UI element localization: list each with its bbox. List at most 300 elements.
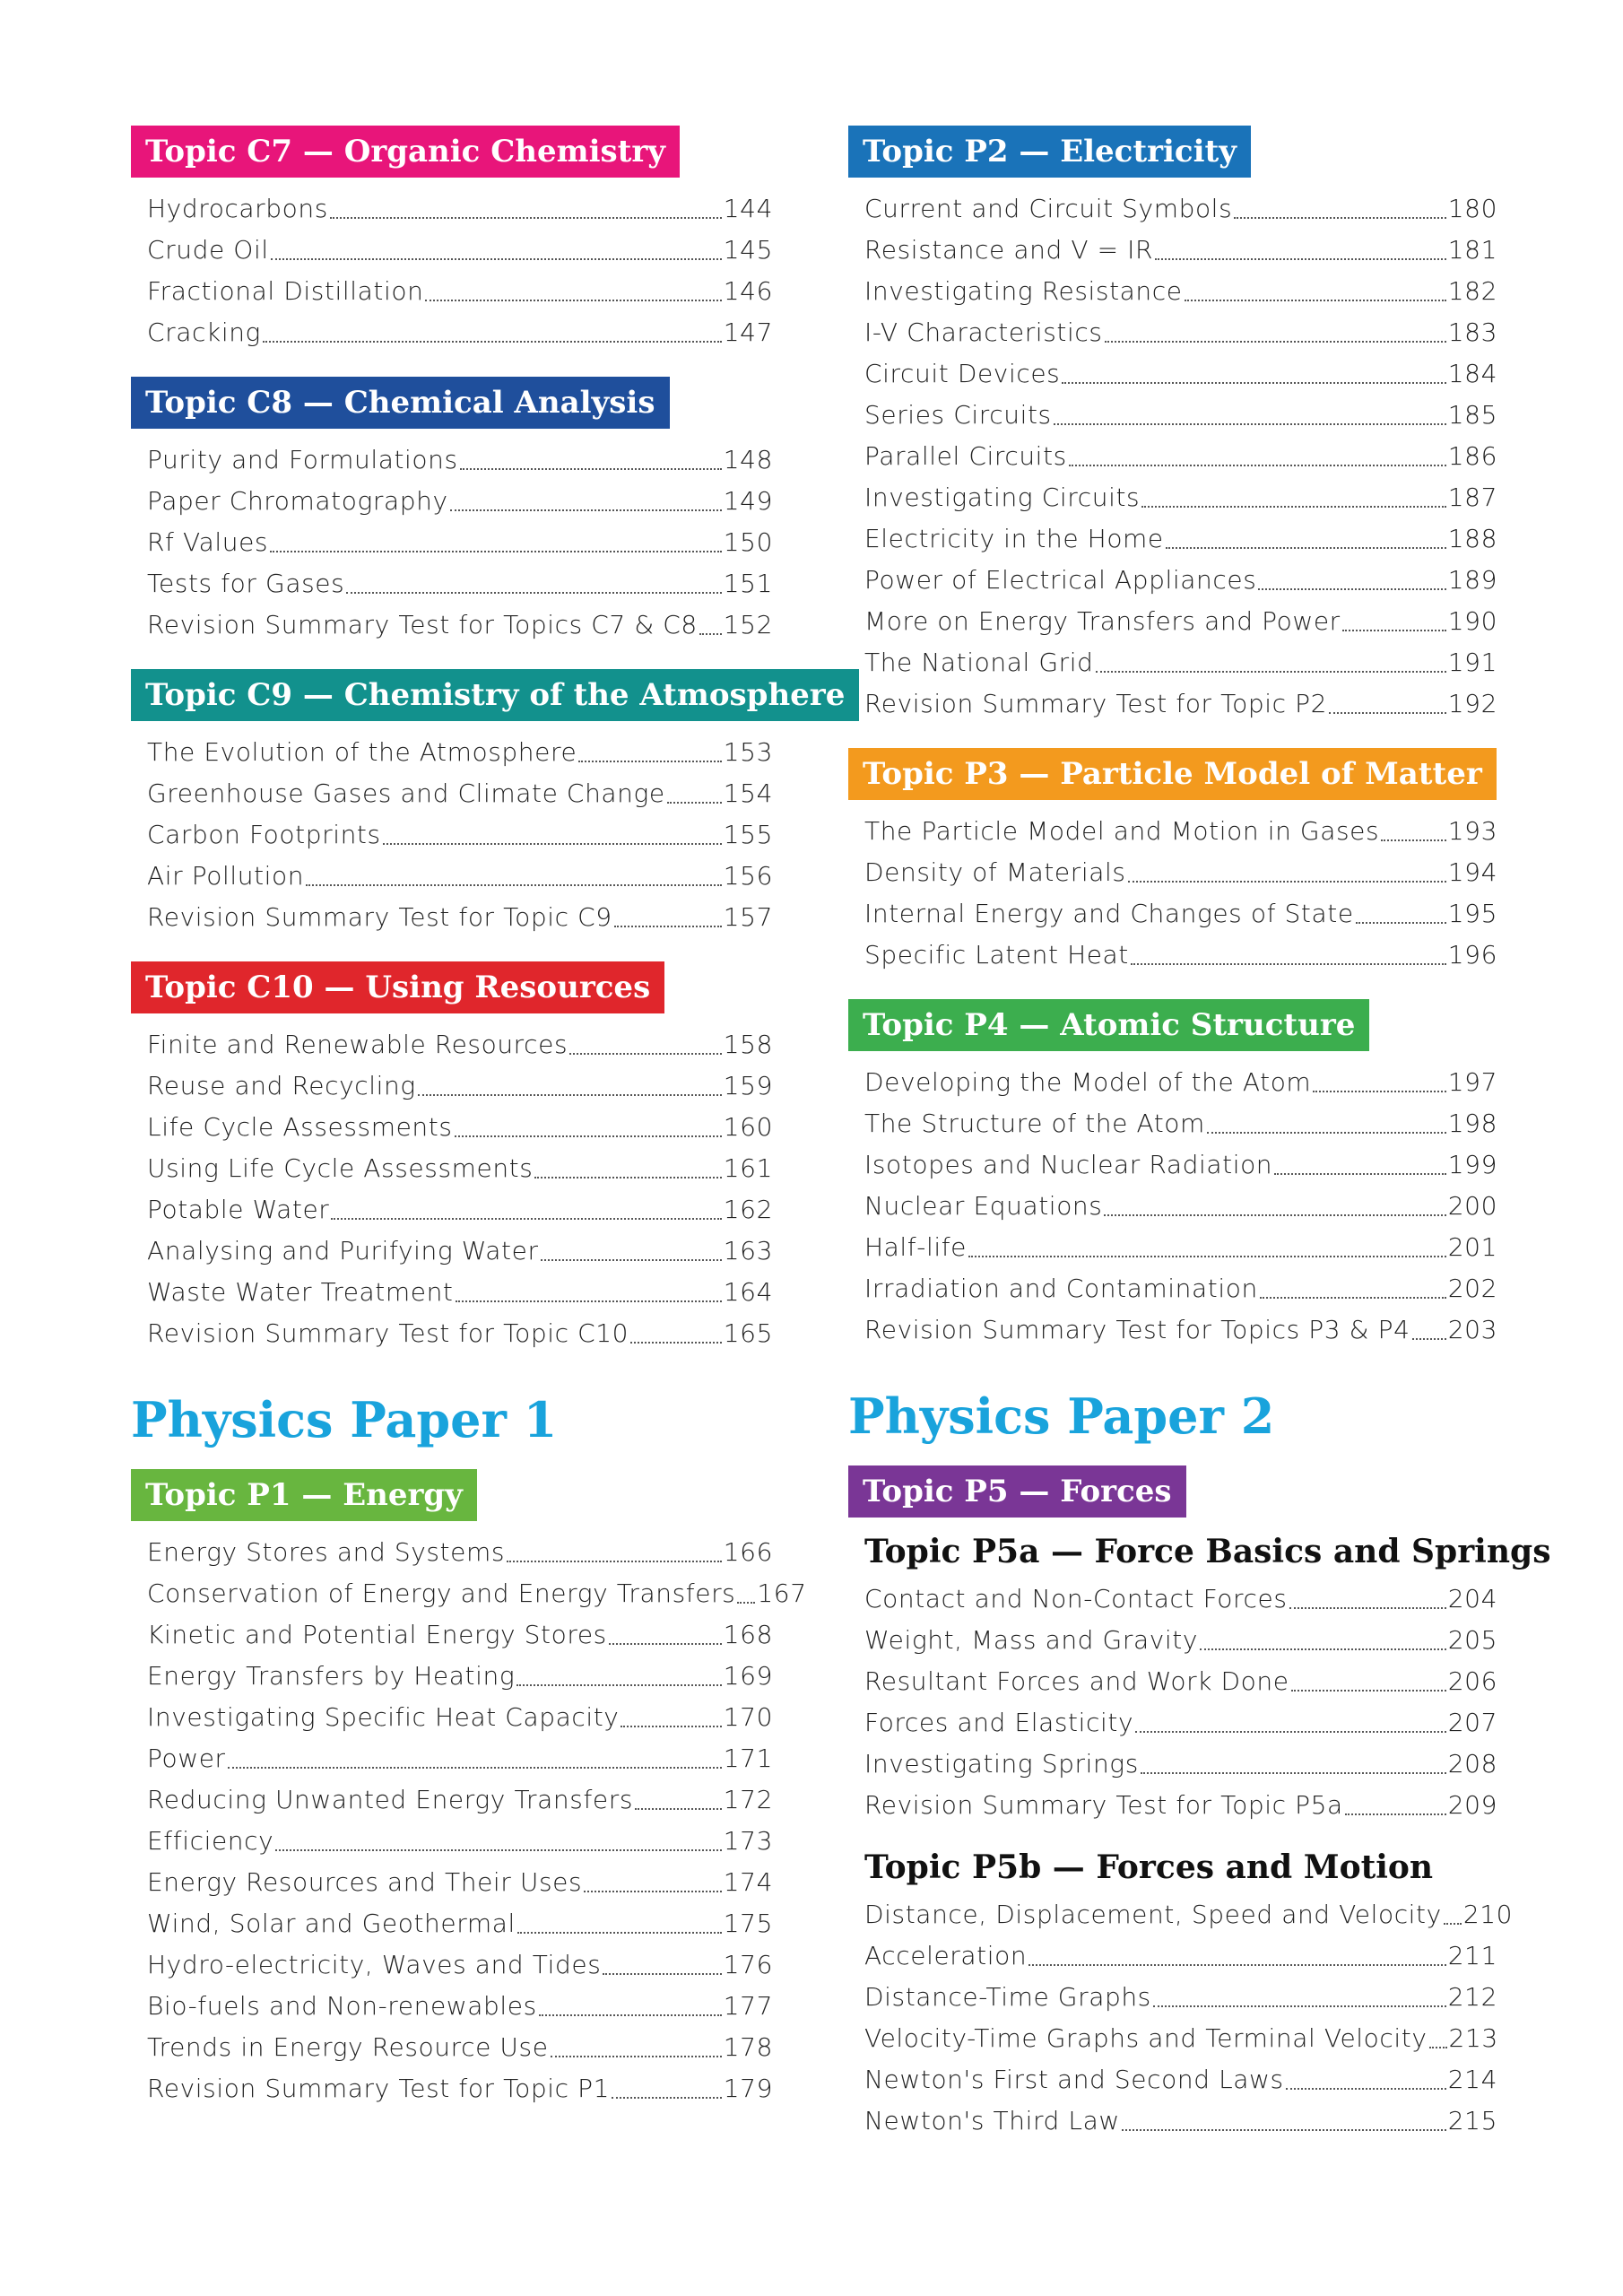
- toc-entry: [864, 2100, 1497, 2142]
- entry-list: [864, 1062, 1497, 1351]
- entry-title: Greenhouse Gases and Climate Change: [147, 778, 665, 808]
- section-p5: [848, 1465, 1551, 2142]
- dot-leader: [1356, 922, 1446, 924]
- toc-entry: [147, 1189, 773, 1231]
- dot-leader: [699, 633, 722, 635]
- entry-title: Crude Oil: [147, 235, 269, 265]
- entry-title: Cracking: [147, 317, 261, 347]
- page-number: 168: [723, 1620, 773, 1649]
- toc-entry: [147, 1738, 773, 1779]
- dot-leader: [306, 884, 722, 886]
- dot-leader: [271, 258, 722, 260]
- dot-leader: [609, 1643, 722, 1645]
- dot-leader: [1342, 630, 1446, 631]
- entry-title: Newton's Third Law: [864, 2106, 1120, 2135]
- dot-leader: [1135, 1731, 1446, 1733]
- toc-entry: [864, 1702, 1497, 1744]
- entry-title: Revision Summary Test for Topic P5a: [864, 1790, 1343, 1820]
- page-number: 197: [1447, 1067, 1497, 1097]
- page-number: 172: [723, 1785, 773, 1814]
- dot-leader: [1412, 1338, 1446, 1340]
- dot-leader: [346, 592, 721, 594]
- page-number: 148: [723, 445, 773, 474]
- toc-entry: [147, 312, 773, 353]
- toc-entry: [147, 1986, 773, 2027]
- entry-title: Carbon Footprints: [147, 820, 381, 849]
- spacer: [848, 1826, 1497, 1844]
- toc-entry: [864, 852, 1497, 893]
- toc-entry: [864, 230, 1497, 271]
- page-number: 170: [723, 1702, 773, 1732]
- entry-title: Rf Values: [147, 527, 269, 557]
- entry-title: Irradiation and Contamination: [864, 1274, 1258, 1303]
- dot-leader: [578, 761, 721, 762]
- section-p3: [848, 748, 1497, 976]
- topic-heading-p3: Topic P3 — Particle Model of Matter: [848, 748, 1497, 800]
- dot-leader: [541, 1259, 722, 1261]
- dot-leader: [621, 1726, 721, 1727]
- page-number: 144: [723, 194, 773, 223]
- topic-heading-c8: Topic C8 — Chemical Analysis: [131, 377, 670, 429]
- toc-entry: [864, 2018, 1497, 2059]
- page-number: 214: [1447, 2065, 1497, 2094]
- page-number: 187: [1447, 483, 1497, 512]
- toc-entry: [147, 1903, 773, 1944]
- entry-title: Circuit Devices: [864, 359, 1061, 388]
- dot-leader: [1069, 465, 1446, 466]
- toc-entry: [864, 477, 1497, 518]
- toc-entry: [864, 601, 1497, 642]
- toc-entry: [147, 522, 773, 563]
- entry-title: Revision Summary Test for Topic P2: [864, 689, 1327, 718]
- toc-entry: [864, 353, 1497, 395]
- dot-leader: [1313, 1091, 1445, 1092]
- entry-title: Energy Transfers by Heating: [147, 1661, 516, 1691]
- dot-leader: [1054, 423, 1446, 425]
- toc-entry: [147, 1065, 773, 1107]
- entry-list: [147, 732, 773, 938]
- page-number: 180: [1447, 194, 1497, 223]
- page-number: 175: [723, 1909, 773, 1938]
- page-number: 199: [1447, 1150, 1497, 1179]
- page-number: 203: [1447, 1315, 1497, 1344]
- dot-leader: [612, 2097, 722, 2099]
- dot-leader: [1141, 506, 1446, 508]
- entry-title: Isotopes and Nuclear Radiation: [864, 1150, 1273, 1179]
- section-c8: [131, 377, 773, 646]
- entry-list: [864, 1578, 1497, 1826]
- entry-title: Revision Summary Test for Topic C10: [147, 1318, 629, 1348]
- page-number: 157: [723, 902, 773, 932]
- dot-leader: [1274, 1173, 1446, 1175]
- dot-leader: [534, 1177, 721, 1178]
- section-p4: [848, 999, 1497, 1351]
- page-number: 166: [723, 1537, 773, 1567]
- page-number: 164: [723, 1277, 773, 1307]
- entry-title: Analysing and Purifying Water: [147, 1236, 539, 1265]
- toc-entry: [147, 1532, 773, 1573]
- page-number: 200: [1447, 1191, 1497, 1221]
- page-number: 183: [1447, 317, 1497, 347]
- page-number: 176: [723, 1950, 773, 1979]
- toc-entry: [864, 1785, 1497, 1826]
- toc-entry: [147, 856, 773, 897]
- page-number: 206: [1447, 1666, 1497, 1696]
- toc-entry: [864, 436, 1497, 477]
- page-number: 192: [1447, 689, 1497, 718]
- dot-leader: [270, 551, 722, 552]
- toc-entry: [864, 1977, 1497, 2018]
- entry-title: Current and Circuit Symbols: [864, 194, 1233, 223]
- toc-entry: [864, 188, 1497, 230]
- toc-entry: [864, 1578, 1497, 1620]
- entry-title: Contact and Non-Contact Forces: [864, 1584, 1288, 1613]
- entry-title: Bio-fuels and Non-renewables: [147, 1991, 537, 2021]
- entry-title: Life Cycle Assessments: [147, 1112, 453, 1142]
- entry-title: Revision Summary Test for Topics P3 & P4: [864, 1315, 1410, 1344]
- entry-title: Density of Materials: [864, 857, 1126, 887]
- entry-title: The Evolution of the Atmosphere: [147, 737, 577, 767]
- dot-leader: [1062, 382, 1445, 384]
- toc-entry: [864, 642, 1497, 683]
- entry-title: Developing the Model of the Atom: [864, 1067, 1312, 1097]
- entry-title: Specific Latent Heat: [864, 940, 1129, 970]
- dot-leader: [425, 300, 721, 301]
- entry-title: Weight, Mass and Gravity: [864, 1625, 1199, 1655]
- entry-title: Finite and Renewable Resources: [147, 1030, 568, 1059]
- page-number: 212: [1447, 1982, 1497, 2012]
- toc-entry: [147, 1656, 773, 1697]
- page-number: 173: [723, 1826, 773, 1856]
- entry-title: Revision Summary Test for Topic C9: [147, 902, 612, 932]
- entry-list: [147, 188, 773, 353]
- toc-entry: [864, 811, 1497, 852]
- toc-entry: [864, 1620, 1497, 1661]
- dot-leader: [1128, 881, 1446, 883]
- dot-leader: [1166, 547, 1446, 549]
- page-number: 188: [1447, 524, 1497, 553]
- entry-title: Revision Summary Test for Topics C7 & C8: [147, 610, 698, 639]
- dot-leader: [539, 2014, 722, 2016]
- page-number: 191: [1447, 648, 1497, 677]
- dot-leader: [551, 2056, 722, 2057]
- dot-leader: [1291, 1690, 1446, 1692]
- toc-entry: [147, 1862, 773, 1903]
- toc-entry: [147, 1821, 773, 1862]
- toc-entry: [147, 2068, 773, 2109]
- toc-entry: [147, 604, 773, 646]
- topic-heading-p2: Topic P2 — Electricity: [848, 126, 1251, 178]
- entry-title: Air Pollution: [147, 861, 305, 891]
- section-p2: [848, 126, 1497, 725]
- dot-leader: [1200, 1648, 1446, 1650]
- dot-leader: [584, 1891, 722, 1892]
- dot-leader: [1155, 258, 1446, 260]
- entry-title: Reuse and Recycling: [147, 1071, 416, 1100]
- dot-leader: [968, 1256, 1446, 1257]
- page-number: 158: [723, 1030, 773, 1059]
- entry-list: [147, 439, 773, 646]
- toc-entry: [147, 481, 773, 522]
- dot-leader: [331, 1218, 721, 1220]
- dot-leader: [737, 1602, 755, 1604]
- toc-entry: [147, 271, 773, 312]
- dot-leader: [507, 1561, 722, 1562]
- topic-heading-p5: Topic P5 — Forces: [848, 1465, 1186, 1518]
- toc-entry: [147, 1231, 773, 1272]
- page-number: 146: [723, 276, 773, 306]
- dot-leader: [455, 1135, 722, 1137]
- right-column: [848, 126, 1551, 2165]
- dot-leader: [635, 1808, 722, 1810]
- entry-title: Nuclear Equations: [864, 1191, 1103, 1221]
- entry-title: Conservation of Energy and Energy Transfers: [147, 1578, 736, 1608]
- paper-title-physics-2: Physics Paper 2: [848, 1387, 1275, 1445]
- page-number: 182: [1447, 276, 1497, 306]
- page-number: 151: [723, 569, 773, 598]
- page-number: 156: [723, 861, 773, 891]
- toc-entry: [864, 1144, 1497, 1186]
- dot-leader: [1141, 1772, 1446, 1774]
- dot-leader: [383, 843, 722, 845]
- dot-leader: [603, 1973, 721, 1975]
- entry-title: Newton's First and Second Laws: [864, 2065, 1284, 2094]
- entry-title: Using Life Cycle Assessments: [147, 1153, 534, 1183]
- toc-entry: [864, 683, 1497, 725]
- page-number: 185: [1447, 400, 1497, 430]
- dot-leader: [1444, 1923, 1462, 1925]
- dot-leader: [263, 341, 722, 343]
- page-number: 208: [1447, 1749, 1497, 1779]
- dot-leader: [456, 1300, 722, 1302]
- page-number: 198: [1447, 1109, 1497, 1138]
- entry-title: Hydrocarbons: [147, 194, 328, 223]
- dot-leader: [1286, 2088, 1446, 2090]
- entry-title: Investigating Specific Heat Capacity: [147, 1702, 620, 1732]
- page-number: 211: [1447, 1941, 1497, 1970]
- topic-heading-p1: Topic P1 — Energy: [131, 1469, 477, 1521]
- entry-title: I-V Characteristics: [864, 317, 1103, 347]
- dot-leader: [1153, 2005, 1446, 2007]
- dot-leader: [1429, 2047, 1447, 2048]
- page-number: 171: [723, 1744, 773, 1773]
- dot-leader: [1234, 217, 1445, 219]
- toc-entry: [864, 1309, 1497, 1351]
- page-number: 149: [723, 486, 773, 516]
- page-number: 189: [1447, 565, 1497, 595]
- section-c9: [131, 669, 846, 938]
- page-number: 181: [1447, 235, 1497, 265]
- entry-title: Energy Resources and Their Uses: [147, 1867, 583, 1897]
- page-number: 215: [1447, 2106, 1497, 2135]
- page-number: 152: [723, 610, 773, 639]
- toc-entry: [147, 230, 773, 271]
- entry-title: Power: [147, 1744, 226, 1773]
- toc-entry: [864, 1268, 1497, 1309]
- entry-title: The Particle Model and Motion in Gases: [864, 816, 1380, 846]
- page-number: 195: [1447, 899, 1497, 928]
- topic-heading-p4: Topic P4 — Atomic Structure: [848, 999, 1369, 1051]
- subtopic-heading-p5a: Topic P5a — Force Basics and Springs: [864, 1533, 1551, 1570]
- entry-title: Potable Water: [147, 1195, 330, 1224]
- page-number: 177: [723, 1991, 773, 2021]
- entry-title: Fractional Distillation: [147, 276, 424, 306]
- entry-title: Velocity-Time Graphs and Terminal Velocity: [864, 2023, 1428, 2053]
- entry-title: More on Energy Transfers and Power: [864, 606, 1341, 636]
- entry-title: Paper Chromatography: [147, 486, 448, 516]
- dot-leader: [1289, 1607, 1446, 1609]
- topic-heading-c9: Topic C9 — Chemistry of the Atmosphere: [131, 669, 859, 721]
- page-number: 147: [723, 317, 773, 347]
- page-number: 179: [723, 2074, 773, 2103]
- page-number: 161: [723, 1153, 773, 1183]
- toc-entry: [147, 1272, 773, 1313]
- entry-title: Distance-Time Graphs: [864, 1982, 1151, 2012]
- toc-entry: [147, 773, 773, 814]
- entry-list: [864, 811, 1497, 976]
- toc-entry: [864, 1744, 1497, 1785]
- page-number: 194: [1447, 857, 1497, 887]
- page-number: 167: [757, 1578, 807, 1608]
- toc-entry: [864, 1661, 1497, 1702]
- toc-entry: [864, 2059, 1497, 2100]
- entry-title: Forces and Elasticity: [864, 1708, 1134, 1737]
- toc-entry: [864, 1103, 1497, 1144]
- dot-leader: [1028, 1964, 1446, 1966]
- dot-leader: [460, 468, 722, 470]
- page-number: 186: [1447, 441, 1497, 471]
- toc-entry: [864, 271, 1497, 312]
- page-number: 178: [723, 2032, 773, 2062]
- toc-entry: [864, 1227, 1497, 1268]
- entry-title: Investigating Springs: [864, 1749, 1139, 1779]
- toc-entry: [147, 1107, 773, 1148]
- page-number: 169: [723, 1661, 773, 1691]
- page-number: 205: [1447, 1625, 1497, 1655]
- entry-list: [864, 188, 1497, 725]
- entry-title: The Structure of the Atom: [864, 1109, 1205, 1138]
- page-number: 150: [723, 527, 773, 557]
- toc-entry: [864, 1894, 1514, 1935]
- toc-entry: [147, 1944, 773, 1986]
- dot-leader: [1258, 588, 1445, 590]
- entry-title: Power of Electrical Appliances: [864, 565, 1257, 595]
- page-number: 204: [1447, 1584, 1497, 1613]
- dot-leader: [667, 802, 722, 804]
- entry-list: [147, 1532, 807, 2109]
- entry-title: Investigating Circuits: [864, 483, 1141, 512]
- topic-heading-c7: Topic C7 — Organic Chemistry: [131, 126, 680, 178]
- entry-title: Tests for Gases: [147, 569, 345, 598]
- page-number: 202: [1447, 1274, 1497, 1303]
- dot-leader: [418, 1094, 722, 1096]
- toc-entry: [864, 395, 1497, 436]
- entry-title: Purity and Formulations: [147, 445, 458, 474]
- page-number: 160: [723, 1112, 773, 1142]
- toc-entry: [147, 2027, 773, 2068]
- dot-leader: [228, 1767, 722, 1769]
- dot-leader: [1104, 1214, 1445, 1216]
- paper-title-physics-1: Physics Paper 1: [131, 1391, 558, 1448]
- entry-title: Efficiency: [147, 1826, 274, 1856]
- dot-leader: [1329, 712, 1446, 714]
- entry-title: Investigating Resistance: [864, 276, 1183, 306]
- dot-leader: [614, 926, 722, 927]
- entry-title: Series Circuits: [864, 400, 1052, 430]
- entry-title: Resultant Forces and Work Done: [864, 1666, 1289, 1696]
- page-number: 201: [1447, 1232, 1497, 1262]
- dot-leader: [1345, 1813, 1446, 1815]
- page-number: 210: [1462, 1900, 1514, 1929]
- entry-title: The National Grid: [864, 648, 1094, 677]
- toc-entry: [864, 893, 1497, 935]
- entry-title: Wind, Solar and Geothermal: [147, 1909, 516, 1938]
- dot-leader: [630, 1342, 722, 1344]
- entry-title: Energy Stores and Systems: [147, 1537, 506, 1567]
- toc-entry: [864, 560, 1497, 601]
- dot-leader: [450, 509, 722, 511]
- entry-title: Waste Water Treatment: [147, 1277, 454, 1307]
- page-number: 145: [723, 235, 773, 265]
- dot-leader: [516, 1684, 722, 1686]
- toc-entry: [864, 518, 1497, 560]
- page-number: 174: [723, 1867, 773, 1897]
- toc-entry: [864, 1062, 1497, 1103]
- dot-leader: [275, 1849, 721, 1851]
- toc-entry: [864, 1935, 1497, 1977]
- page-number: 165: [723, 1318, 773, 1348]
- entry-title: Internal Energy and Changes of State: [864, 899, 1354, 928]
- toc-entry: [147, 1024, 773, 1065]
- toc-entry: [864, 1186, 1497, 1227]
- toc-entry: [147, 814, 773, 856]
- left-column: [131, 126, 846, 2133]
- section-p1: [131, 1469, 807, 2109]
- entry-title: Revision Summary Test for Topic P1: [147, 2074, 610, 2103]
- entry-title: Resistance and V = IR: [864, 235, 1154, 265]
- entry-title: Distance, Displacement, Speed and Velocity: [864, 1900, 1442, 1929]
- entry-list: [147, 1024, 773, 1354]
- toc-entry: [864, 935, 1497, 976]
- toc-entry: [147, 563, 773, 604]
- page-number: 163: [723, 1236, 773, 1265]
- subtopic-heading-p5b: Topic P5b — Forces and Motion: [864, 1848, 1434, 1886]
- toc-entry: [147, 897, 773, 938]
- topic-heading-c10: Topic C10 — Using Resources: [131, 961, 664, 1013]
- dot-leader: [1260, 1297, 1446, 1299]
- section-c7: [131, 126, 773, 353]
- toc-entry: [147, 1614, 773, 1656]
- dot-leader: [330, 217, 722, 219]
- toc-entry: [147, 1779, 773, 1821]
- toc-entry: [147, 1573, 807, 1614]
- toc-entry: [147, 1313, 773, 1354]
- dot-leader: [1096, 671, 1446, 673]
- entry-title: Half-life: [864, 1232, 967, 1262]
- page-number: 207: [1447, 1708, 1497, 1737]
- toc-entry: [147, 732, 773, 773]
- dot-leader: [517, 1932, 722, 1934]
- section-c10: [131, 961, 773, 1354]
- entry-title: Trends in Energy Resource Use: [147, 2032, 549, 2062]
- toc-entry: [147, 439, 773, 481]
- page-number: 193: [1447, 816, 1497, 846]
- page-number: 190: [1447, 606, 1497, 636]
- dot-leader: [1122, 2129, 1446, 2131]
- entry-title: Reducing Unwanted Energy Transfers: [147, 1785, 634, 1814]
- toc-entry: [864, 312, 1497, 353]
- entry-title: Electricity in the Home: [864, 524, 1164, 553]
